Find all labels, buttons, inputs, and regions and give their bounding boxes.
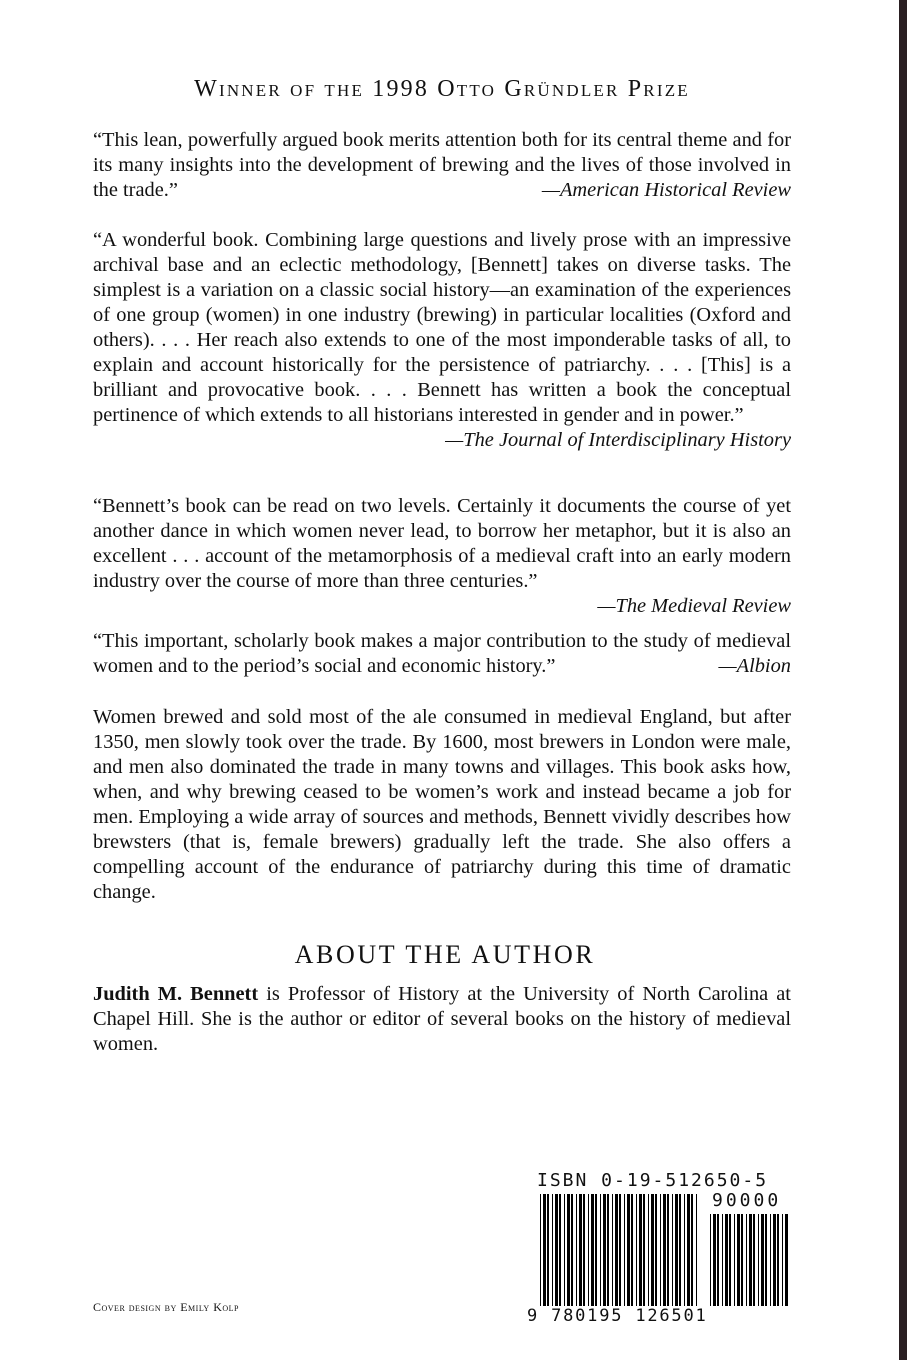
barcode-bar [672, 1194, 673, 1306]
barcode-bar [579, 1194, 582, 1306]
ean-digits: 9 780195 126501 [527, 1306, 708, 1326]
barcode-bar [564, 1194, 565, 1306]
ean-barcode [540, 1194, 700, 1306]
review-quote [93, 494, 791, 619]
barcode-bar [627, 1194, 630, 1306]
barcode-bar [603, 1194, 606, 1306]
addon-barcode [710, 1214, 788, 1306]
quote-source: —American Historical Review [541, 179, 791, 201]
barcode-bar [655, 1194, 657, 1306]
barcode-bar [765, 1214, 767, 1306]
barcode-bar [773, 1214, 776, 1306]
barcode-bar [543, 1194, 546, 1306]
author-bio [93, 982, 791, 1057]
barcode-bar [746, 1214, 747, 1306]
barcode-bar [741, 1214, 743, 1306]
barcode-bar [567, 1194, 570, 1306]
author-name: Judith M. Bennett [93, 983, 259, 1005]
quote-source: —The Medieval Review [597, 595, 791, 617]
review-quote [93, 629, 791, 679]
barcode-bar [675, 1194, 678, 1306]
barcode-bar [660, 1194, 661, 1306]
barcode-bar [687, 1194, 690, 1306]
prize-heading: Winner of the 1998 Otto Gründler Prize [194, 76, 690, 102]
review-quote [93, 228, 791, 453]
barcode-bar [667, 1194, 669, 1306]
barcode-bar [729, 1214, 731, 1306]
barcode-bar [737, 1214, 740, 1306]
barcode-bar [777, 1214, 779, 1306]
barcode-bar [588, 1194, 589, 1306]
barcode-bar [552, 1194, 553, 1306]
barcode-bar [710, 1214, 711, 1306]
barcode-bar [607, 1194, 609, 1306]
about-author-heading: ABOUT THE AUTHOR [294, 940, 596, 969]
barcode-bar [749, 1214, 752, 1306]
quote-text: “A wonderful book. Combining large questions and lively prose with an impressive archival base and an eclectic methodology, [Bennett] takes on diverse tasks. The simplest is a variation on a classic social history—an examination of the experiences of one group (women) in one industry (brewing) in particular localities (Oxford and others). . . . Her reach also extends to one of the most imponderable tasks of all, to explain and account historically for the persistence of patriarchy. . . . [This] is a brilliant and provocative book. . . . Bennett has written a book the conceptual pertinence of which extends to all historians interested in gender and in power.” [93, 229, 791, 426]
barcode-bar [591, 1194, 594, 1306]
barcode-bar [547, 1194, 549, 1306]
barcode-bar [631, 1194, 633, 1306]
barcode-bar [785, 1214, 788, 1306]
barcode-bar [696, 1194, 697, 1306]
quote-text: “This important, scholarly book makes a major contribution to the study of medieval women and to the period’s social and economic history.” [93, 630, 791, 677]
barcode-bar [619, 1194, 621, 1306]
quote-text: “This lean, powerfully argued book merits attention both for its central theme and for its many insights into the development of brewing and the lives of those involved in the trade.” [93, 129, 791, 201]
barcode-bar [663, 1194, 666, 1306]
barcode-bar [615, 1194, 618, 1306]
barcode-bar [734, 1214, 735, 1306]
review-quote [93, 128, 791, 203]
barcode-bar [648, 1194, 649, 1306]
barcode-bar [576, 1194, 577, 1306]
barcode-bar [684, 1194, 685, 1306]
barcode-bar [624, 1194, 625, 1306]
quote-source: —Albion [718, 655, 791, 677]
barcode-bar [555, 1194, 558, 1306]
barcode-bar [600, 1194, 601, 1306]
barcode-bar [761, 1214, 764, 1306]
barcode-bar [722, 1214, 723, 1306]
barcode-bar [753, 1214, 755, 1306]
quote-source: —The Journal of Interdisciplinary History [445, 429, 791, 451]
price-addon-digits: 90000 [712, 1190, 782, 1211]
barcode-bar [643, 1194, 645, 1306]
author-bio-text: is Professor of History at the University of North Carolina at Chapel Hill. She is the author or editor of several books on the history of medieval women. [93, 983, 791, 1055]
barcode-bar [559, 1194, 561, 1306]
book-description: Women brewed and sold most of the ale consumed in medieval England, but after 1350, men slowly took over the trade. By 1600, most brewers in London were male, and men also dominated the trade in many towns and villages. This book asks how, when, and why brewing ceased to be women’s work and instead became a job for men. Employing a wide array of sources and methods, Bennett vividly describes how brewsters (that is, female brewers) gradually left the trade. She also offers a compelling account of the endurance of patriarchy during this time of dramatic change. [93, 706, 791, 903]
spine-edge [899, 0, 907, 1360]
barcode-bar [612, 1194, 613, 1306]
barcode-bar [713, 1214, 716, 1306]
barcode-bar [770, 1214, 771, 1306]
quote-text: “Bennett’s book can be read on two levels. Certainly it documents the course of yet another dance in which women never lead, to borrow her metaphor, but it is also an excellent . . . account of the metamorphosis of a medieval craft into an early modern industry over the course of more than three centuries.” [93, 495, 791, 592]
barcode-bar [782, 1214, 783, 1306]
isbn-label: ISBN 0-19-512650-5 [537, 1170, 769, 1191]
barcode-bar [679, 1194, 681, 1306]
barcode-bar [571, 1194, 573, 1306]
barcode-bar [540, 1194, 541, 1306]
barcode-bar [717, 1214, 719, 1306]
barcode-bar [636, 1194, 637, 1306]
barcode-bar [758, 1214, 759, 1306]
cover-design-credit: Cover design by Emily Kolp [93, 1300, 239, 1314]
barcode-bar [725, 1214, 728, 1306]
barcode-bar [595, 1194, 597, 1306]
barcode-bar [583, 1194, 585, 1306]
barcode-bar [639, 1194, 642, 1306]
barcode-bar [651, 1194, 654, 1306]
barcode-bar [691, 1194, 693, 1306]
